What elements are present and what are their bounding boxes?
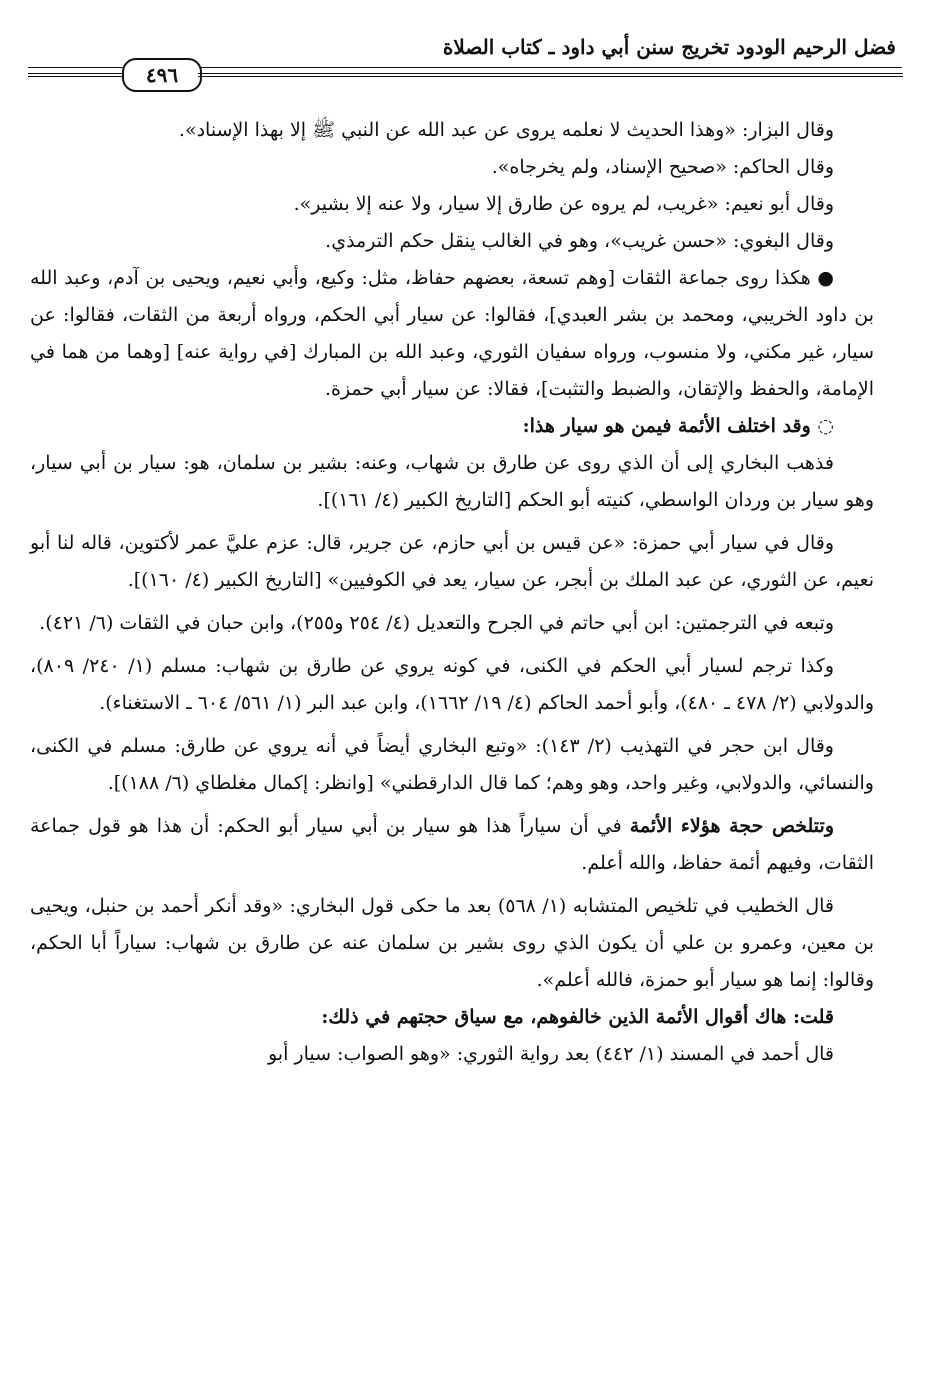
ornament-line-right: [198, 73, 903, 77]
bold-lead: وتتلخص حجة هؤلاء الأئمة: [629, 815, 835, 837]
paragraph: ● هكذا روى جماعة الثقات [وهم تسعة، بعضهم حفاظ، مثل: وكيع، وأبي نعيم، ويحيى بن آدم، وعبد الله بن داود الخريبي، ومحمد بن بشر العبدي]، فقالوا: عن سيار أبي الحكم، ورواه أربعة من الثقات، فقالوا: عن سيار، غير مكني، ولا منسوب، ورواه سفيان الثوري، وعبد الله بن المبارك [في رواية عنه] [وهما من هما في الإمامة، والحفظ والإتقان، والضبط والتثبت]، فقالا: عن سيار أبي حمزة.: [30, 267, 874, 400]
paragraph: قال أحمد في المسند (١/ ٤٤٢) بعد رواية الثوري: «وهو الصواب: سيار أبو: [267, 1043, 834, 1065]
ornament-line-left: [28, 73, 123, 77]
paragraph: وقال ابن حجر في التهذيب (٢/ ١٤٣): «وتبع البخاري أيضاً في أنه يروي عن طارق: مسلم في الكنى، والنسائي، والدولابي، وغير واحد، وهو وهم؛ كما قال الدارقطني» [وانظر: إكمال مغلطاي (٦/ ١٨٨)].: [30, 735, 874, 794]
paragraph: وقال أبو نعيم: «غريب، لم يروه عن طارق إلا سيار، ولا عنه إلا بشير».: [293, 193, 834, 215]
paragraph: وكذا ترجم لسيار أبي الحكم في الكنى، في كونه يروي عن طارق بن شهاب: مسلم (١/ ٢٤٠/ ٨٠٩)، والدولابي (٢/ ٤٧٨ ـ ٤٨٠)، وأبو أحمد الحاكم (٤/ ١٩/ ١٦٦٢)، وابن عبد البر (١/ ٥٦١/ ٦٠٤ ـ الاستغناء).: [30, 655, 874, 714]
paragraph: وقال الحاكم: «صحيح الإسناد، ولم يخرجاه».: [491, 156, 834, 178]
paragraph: قال الخطيب في تلخيص المتشابه (١/ ٥٦٨) بعد ما حكى قول البخاري: «وقد أنكر أحمد بن حنبل، ويحيى بن معين، وعمرو بن علي أن يكون الذي روى بشير بن سلمان عنه عن طارق بن شهاب: سياراً أبا الحكم، وقالوا: إنما هو سيار أبو حمزة، فالله أعلم».: [30, 895, 874, 991]
header-title: فضل الرحيم الودود تخريج سنن أبي داود ـ كتاب الصلاة: [442, 35, 896, 59]
paragraph: وتبعه في الترجمتين: ابن أبي حاتم في الجرح والتعديل (٤/ ٢٥٤ و٢٥٥)، وابن حبان في الثقات (٦/ ٤٢١).: [39, 612, 834, 634]
section-heading: ◌ وقد اختلف الأئمة فيمن هو سيار هذا:: [522, 415, 834, 437]
page-number-ornament: [28, 58, 848, 90]
body-text: [30, 112, 874, 1073]
paragraph: وقال البزار: «وهذا الحديث لا نعلمه يروى عن عبد الله عن النبي ﷺ إلا بهذا الإسناد».: [178, 119, 834, 141]
paragraph: فذهب البخاري إلى أن الذي روى عن طارق بن شهاب، وعنه: بشير بن سلمان، هو: سيار بن أبي سيار، وهو سيار بن وردان الواسطي، كنيته أبو الحكم [التاريخ الكبير (٤/ ١٦١)].: [30, 452, 874, 511]
section-heading: قلت: هاك أقوال الأئمة الذين خالفوهم، مع سياق حجتهم في ذلك:: [321, 1006, 834, 1028]
paragraph: وقال في سيار أبي حمزة: «عن قيس بن أبي حازم، عن جرير، قال: عزم عليَّ عمر لأكتوين، قاله لنا أبو نعيم، عن الثوري، عن عبد الملك بن أبجر، عن سيار، يعد في الكوفيين» [التاريخ الكبير (٤/ ١٦٠)].: [30, 532, 874, 591]
paragraph: وقال البغوي: «حسن غريب»، وهو في الغالب ينقل حكم الترمذي.: [325, 230, 834, 252]
paragraph: وتتلخص حجة هؤلاء الأئمة في أن سياراً هذا هو سيار بن أبي سيار أبو الحكم: أن هذا هو قول جماعة الثقات، وفيهم أئمة حفاظ، والله أعلم.: [30, 815, 874, 874]
page-number: ٤٩٦: [122, 58, 202, 92]
